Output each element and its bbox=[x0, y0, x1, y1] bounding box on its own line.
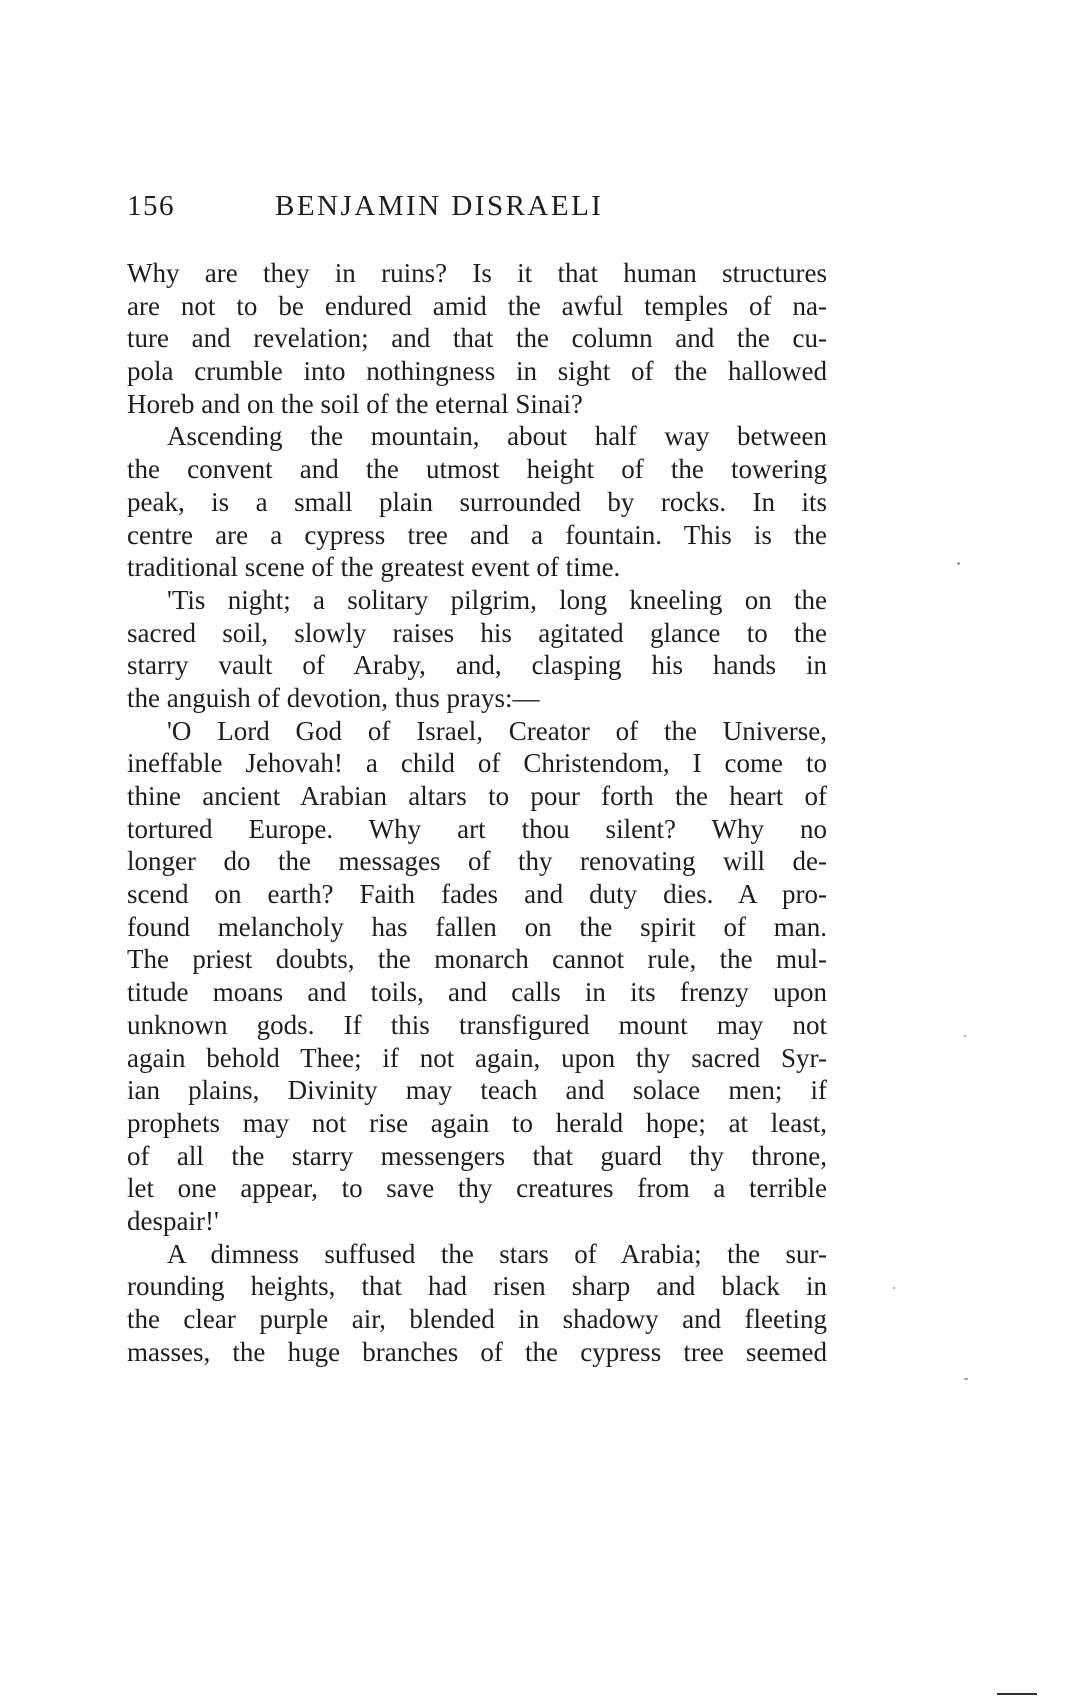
paragraph-start-line: 'O Lord God of Israel, Creator of the Universe, bbox=[167, 715, 827, 746]
text-line: titude moans and toils, and calls in its frenzy upon bbox=[127, 977, 827, 1008]
text-line: are not to be endured amid the awful temples of na- bbox=[127, 290, 827, 321]
text-line: Horeb and on the soil of the eternal Sinai? bbox=[127, 388, 583, 419]
text-line: Why are they in ruins? Is it that human structures bbox=[127, 258, 827, 288]
text-line: ian plains, Divinity may teach and solace men; if bbox=[127, 1075, 827, 1106]
text-line: again behold Thee; if not again, upon thy sacred Syr- bbox=[127, 1042, 827, 1073]
text-line: prophets may not rise again to herald hope; at least, bbox=[127, 1107, 827, 1138]
text-line: ture and revelation; and that the column and the cu- bbox=[127, 323, 827, 354]
text-line: of all the starry messengers that guard thy throne, bbox=[127, 1140, 827, 1171]
text-line: pola crumble into nothingness in sight of the hallowed bbox=[127, 356, 827, 387]
text-line: longer do the messages of thy renovating will de- bbox=[127, 846, 827, 877]
text-line: traditional scene of the greatest event of time. bbox=[127, 552, 621, 583]
page-number: 156 bbox=[127, 190, 175, 222]
paragraph-start-line: 'Tis night; a solitary pilgrim, long kneeling on the bbox=[167, 584, 827, 615]
text-line: found melancholy has fallen on the spirit of man. bbox=[127, 911, 827, 942]
text-line: centre are a cypress tree and a fountain. This is the bbox=[127, 519, 827, 550]
text-line: the convent and the utmost height of the towering bbox=[127, 454, 827, 485]
text-line: masses, the huge branches of the cypress tree seemed bbox=[127, 1336, 827, 1367]
text-line: starry vault of Araby, and, clasping his hands in bbox=[127, 650, 827, 681]
text-line: the anguish of devotion, thus prays:— bbox=[127, 682, 540, 713]
paper-speck bbox=[893, 1287, 895, 1289]
body-text bbox=[127, 257, 827, 1368]
text-line: despair!' bbox=[127, 1205, 219, 1236]
paper-speck bbox=[957, 562, 960, 565]
text-line: thine ancient Arabian altars to pour forth the heart of bbox=[127, 781, 827, 811]
text-line: tortured Europe. Why art thou silent? Why no bbox=[127, 813, 827, 844]
running-title: BENJAMIN DISRAELI bbox=[275, 190, 604, 222]
text-line: ineffable Jehovah! a child of Christendom, I come to bbox=[127, 748, 827, 779]
page-header bbox=[127, 190, 827, 234]
text-line: unknown gods. If this transfigured mount may not bbox=[127, 1009, 827, 1040]
text-line: rounding heights, that had risen sharp and black in bbox=[127, 1271, 827, 1302]
paper-speck bbox=[964, 1378, 968, 1380]
text-line: peak, is a small plain surrounded by rocks. In its bbox=[127, 486, 827, 517]
paper-speck bbox=[964, 1035, 966, 1037]
text-line: scend on earth? Faith fades and duty dies. A pro- bbox=[127, 879, 827, 910]
paragraph-start-line: A dimness suffused the stars of Arabia; the sur- bbox=[167, 1238, 827, 1269]
scan-edge-mark bbox=[997, 1693, 1037, 1695]
text-line: the clear purple air, blended in shadowy and fleeting bbox=[127, 1304, 827, 1334]
text-line: let one appear, to save thy creatures from a terrible bbox=[127, 1173, 827, 1204]
paragraph-start-line: Ascending the mountain, about half way between bbox=[167, 421, 827, 452]
text-line: The priest doubts, the monarch cannot rule, the mul- bbox=[127, 944, 827, 975]
text-line: sacred soil, slowly raises his agitated glance to the bbox=[127, 617, 827, 648]
